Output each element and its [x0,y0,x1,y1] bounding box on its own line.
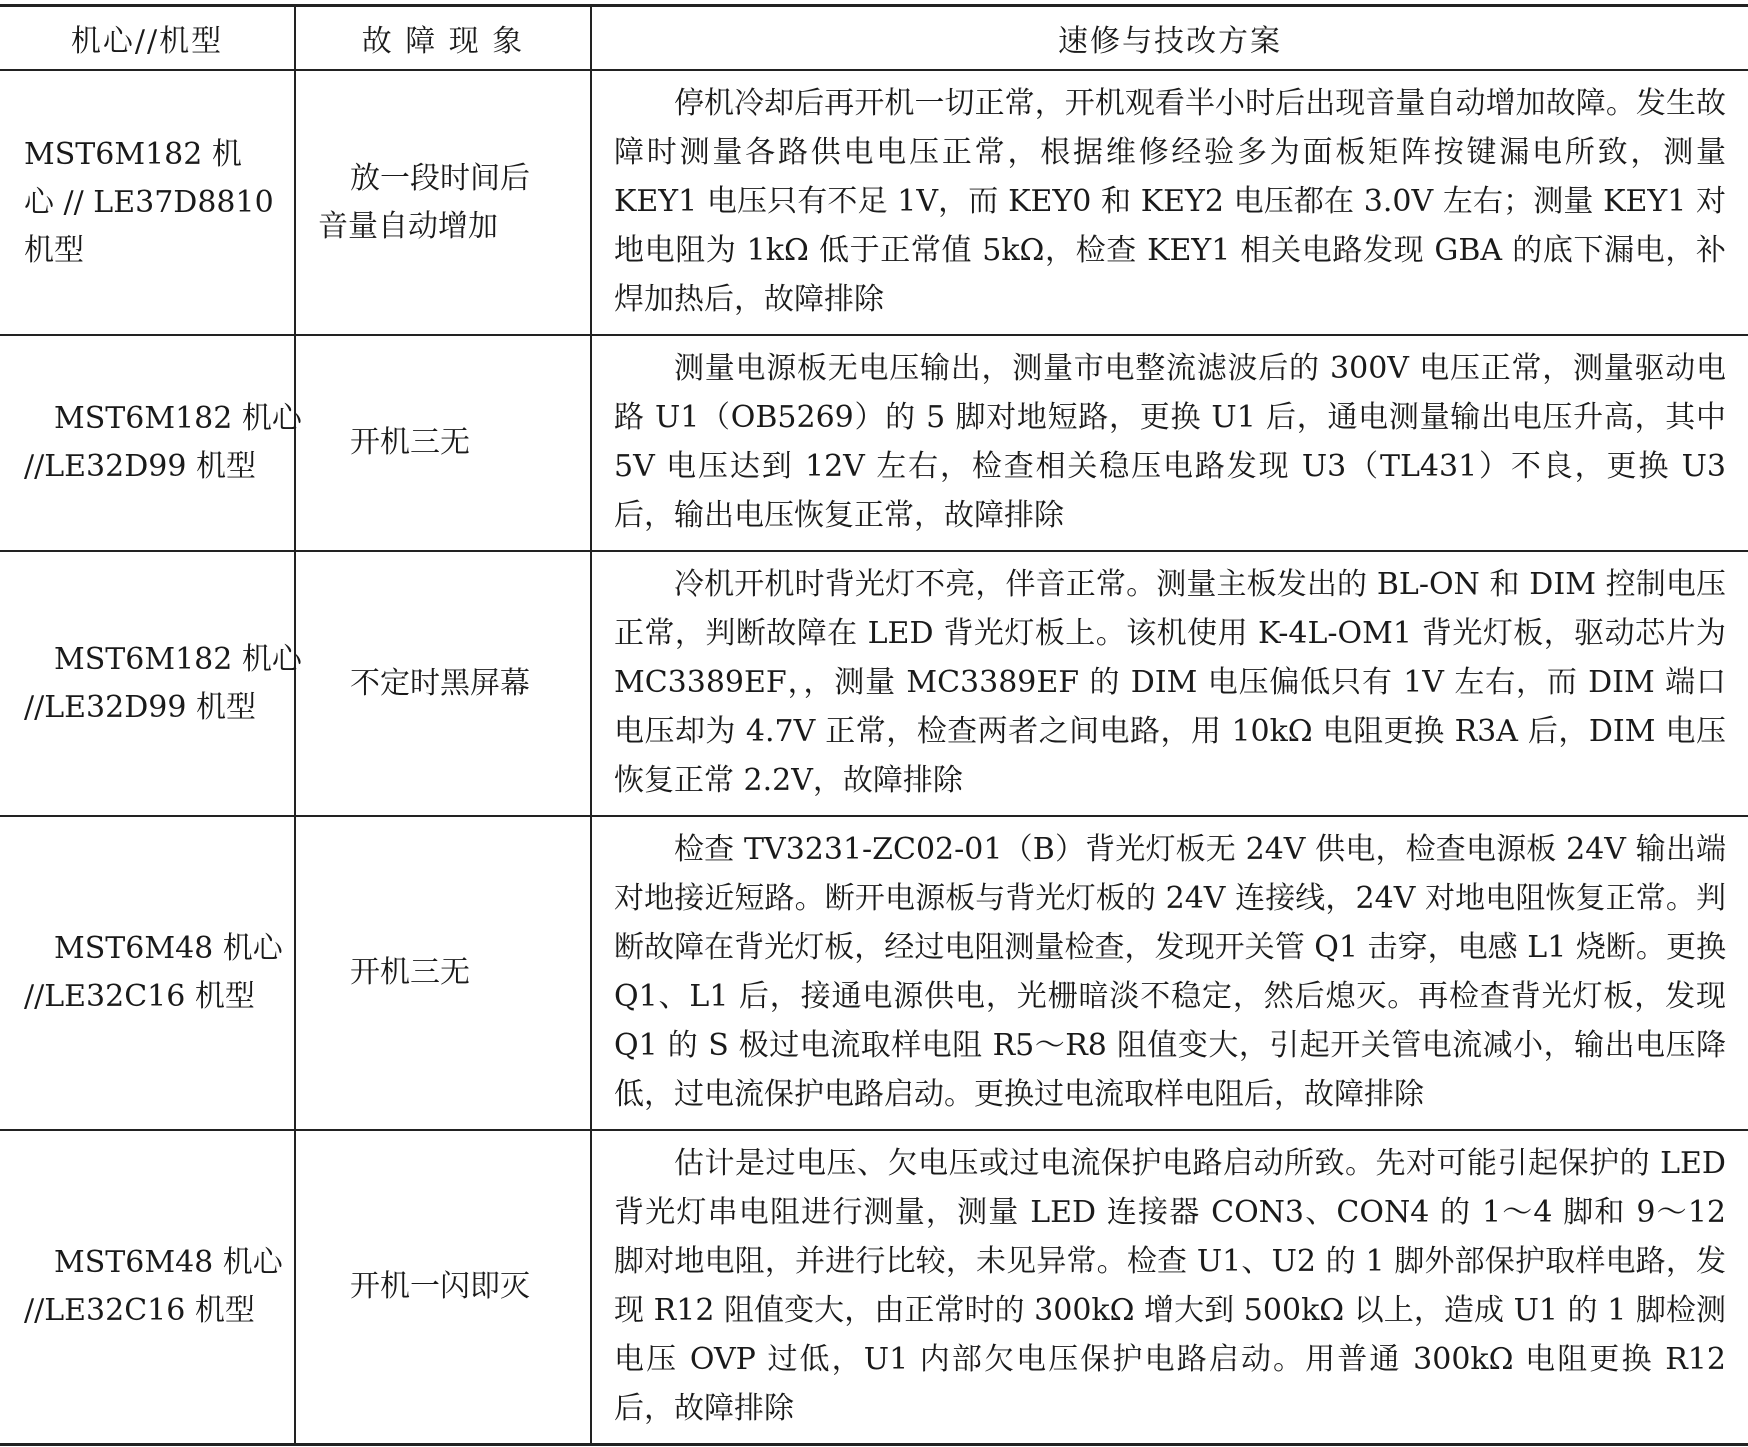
symptom-cell [295,551,591,816]
table-row [0,816,1748,1130]
model-cell [0,70,295,335]
header-model: 机心//机型 [0,6,295,71]
model-line: //LE32C16 机型 [24,979,255,1014]
symptom-line: 开机一闪即灭 [350,1269,530,1304]
model-line: MST6M48 机心 [54,931,283,966]
symptom-line: 开机三无 [350,955,470,990]
model-line: //LE32D99 机型 [24,689,256,725]
header-row [0,6,1748,71]
symptom-line: 音量自动增加 [318,208,498,244]
symptom-cell [295,70,591,335]
model-line: MST6M182 机心 [54,401,302,436]
table-row [0,335,1748,551]
symptom-cell [295,335,591,551]
symptom-line: 不定时黑屏幕 [350,665,530,701]
model-line: //LE32D99 机型 [24,449,256,484]
model-cell [0,816,295,1130]
model-line: MST6M48 机心 [54,1245,283,1280]
solution-text: 测量电源板无电压输出，测量市电整流滤波后的 300V 电压正常，测量驱动电路 U1（OB5269）的 5 脚对地短路，更换 U1 后，通电测量输出电压升高，其中 5V 电压达到 12V 左右，检查相关稳压电路发现 U3（TL431）不良，更换 U3 后，输出电压恢复正常，故障排除 [614,351,1726,533]
model-cell [0,335,302,551]
solution-cell [591,551,1748,816]
table-row [0,1130,1748,1445]
table-row [0,551,1748,816]
model-line: MST6M182 机心 [54,641,302,677]
solution-cell [591,1130,1748,1445]
symptom-cell [295,1130,591,1445]
model-line: MST6M182 机 [24,136,242,172]
model-line: //LE32C16 机型 [24,1293,255,1328]
model-line: 心 // LE37D8810 [24,184,274,220]
solution-cell [591,70,1748,335]
header-symptom: 故 障 现 象 [295,6,591,71]
symptom-line: 放一段时间后 [350,160,530,196]
solution-text: 检查 TV3231-ZC02-01（B）背光灯板无 24V 供电，检查电源板 24V 输出端对地接近短路。断开电源板与背光灯板的 24V 连接线，24V 对地电阻恢复正常。判断故障在背光灯板，经过电阻测量检查，发现开关管 Q1 击穿，电感 L1 烧断。更换 Q1、L1 后，接通电源供电，光栅暗淡不稳定，然后熄灭。再检查背光灯板，发现 Q1 的 S 极过电流取样电阻 R5～R8 阻值变大，引起开关管电流减小，输出电压降低，过电流保护电路启动。更换过电流取样电阻后，故障排除 [614,832,1726,1112]
solution-text: 冷机开机时背光灯不亮，伴音正常。测量主板发出的 BL-ON 和 DIM 控制电压正常，判断故障在 LED 背光灯板上。该机使用 K-4L-OM1 背光灯板，驱动芯片为 MC3389EF，，测量 MC3389EF 的 DIM 电压偏低只有 1V 左右，而 DIM 端口电压却为 4.7V 正常，检查两者之间电路，用 10kΩ 电阻更换 R3A 后，DIM 电压恢复正常 2.2V，故障排除 [614,567,1726,798]
solution-text: 停机冷却后再开机一切正常，开机观看半小时后出现音量自动增加故障。发生故障时测量各路供电电压正常，根据维修经验多为面板矩阵按键漏电所致，测量 KEY1 电压只有不足 1V，而 KEY0 和 KEY2 电压都在 3.0V 左右；测量 KEY1 对地电阻为 1kΩ 低于正常值 5kΩ，检查 KEY1 相关电路发现 GBA 的底下漏电，补焊加热后，故障排除 [614,86,1726,317]
solution-text: 估计是过电压、欠电压或过电流保护电路启动所致。先对可能引起保护的 LED 背光灯串电阻进行测量，测量 LED 连接器 CON3、CON4 的 1～4 脚和 9～12 脚对地电阻，并进行比较，未见异常。检查 U1、U2 的 1 脚外部保护取样电路，发现 R12 阻值变大，由正常时的 300kΩ 增大到 500kΩ 以上，造成 U1 的 1 脚检测电压 OVP 过低，U1 内部欠电压保护电路启动。用普通 300kΩ 电阻更换 R12 后，故障排除 [614,1146,1726,1426]
solution-cell [591,816,1748,1130]
repair-table [0,4,1748,1446]
solution-cell [591,335,1748,551]
symptom-line: 开机三无 [350,425,470,460]
header-solution: 速修与技改方案 [591,6,1748,71]
table-row [0,70,1748,335]
model-cell [0,1130,295,1445]
model-line: 机型 [24,232,84,268]
symptom-cell [295,816,591,1130]
model-cell [0,551,302,816]
